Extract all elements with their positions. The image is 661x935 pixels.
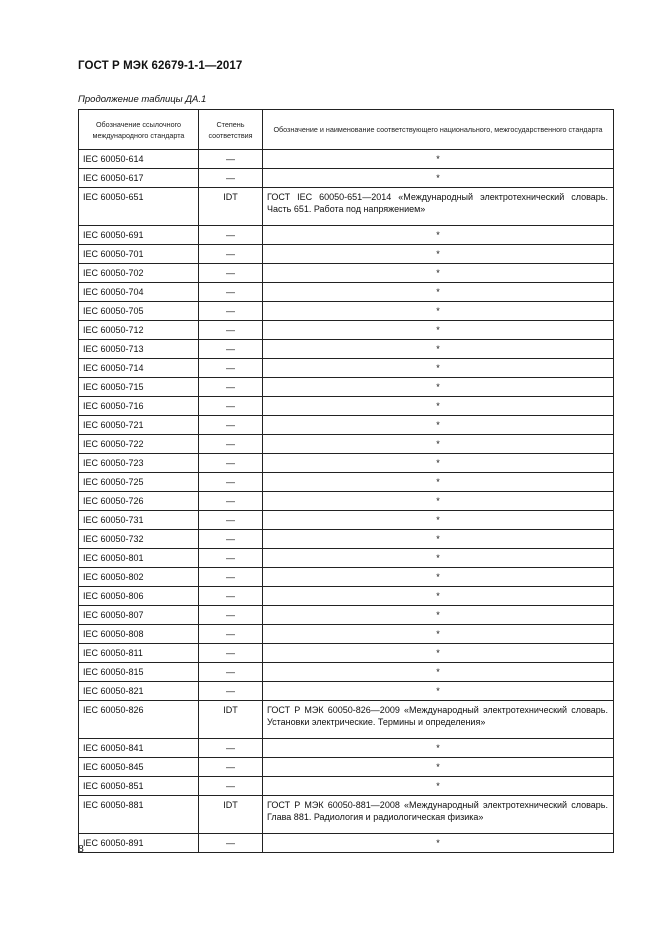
table-row xyxy=(79,188,614,226)
cell-reference-standard: IEC 60050-811 xyxy=(79,644,199,663)
cell-reference-standard: IEC 60050-712 xyxy=(79,321,199,340)
cell-national-standard: * xyxy=(263,454,614,473)
cell-compliance-degree: — xyxy=(199,739,263,758)
cell-compliance-degree: — xyxy=(199,473,263,492)
cell-reference-standard: IEC 60050-821 xyxy=(79,682,199,701)
cell-national-standard: * xyxy=(263,473,614,492)
cell-reference-standard: IEC 60050-701 xyxy=(79,245,199,264)
cell-compliance-degree: — xyxy=(199,359,263,378)
cell-reference-standard: IEC 60050-725 xyxy=(79,473,199,492)
page-number: 8 xyxy=(78,843,84,855)
cell-reference-standard: IEC 60050-723 xyxy=(79,454,199,473)
table-row xyxy=(79,169,614,188)
table-row xyxy=(79,454,614,473)
cell-compliance-degree: — xyxy=(199,568,263,587)
table-row xyxy=(79,416,614,435)
cell-compliance-degree: — xyxy=(199,625,263,644)
table-header-row xyxy=(79,110,614,150)
table-row xyxy=(79,682,614,701)
cell-compliance-degree: — xyxy=(199,777,263,796)
cell-compliance-degree: — xyxy=(199,758,263,777)
cell-reference-standard: IEC 60050-845 xyxy=(79,758,199,777)
table-row xyxy=(79,530,614,549)
cell-national-standard: * xyxy=(263,226,614,245)
cell-reference-standard: IEC 60050-714 xyxy=(79,359,199,378)
table-row xyxy=(79,283,614,302)
table-row xyxy=(79,796,614,834)
table-row xyxy=(79,758,614,777)
cell-reference-standard: IEC 60050-713 xyxy=(79,340,199,359)
cell-compliance-degree: — xyxy=(199,169,263,188)
cell-reference-standard: IEC 60050-704 xyxy=(79,283,199,302)
table-row xyxy=(79,568,614,587)
cell-national-standard: * xyxy=(263,397,614,416)
header-national-standard: Обозначение и наименование соответствующего национального, межгосударственного стандарта xyxy=(263,110,614,150)
table-row xyxy=(79,701,614,739)
cell-national-standard: * xyxy=(263,511,614,530)
cell-national-standard: ГОСТ Р МЭК 60050-826—2009 «Международный электротехнический словарь. Установки электрические. Термины и определения» xyxy=(263,701,614,739)
cell-compliance-degree: — xyxy=(199,606,263,625)
cell-compliance-degree: — xyxy=(199,416,263,435)
table-row xyxy=(79,340,614,359)
cell-reference-standard: IEC 60050-691 xyxy=(79,226,199,245)
cell-compliance-degree: — xyxy=(199,454,263,473)
cell-compliance-degree: — xyxy=(199,226,263,245)
cell-reference-standard: IEC 60050-722 xyxy=(79,435,199,454)
cell-reference-standard: IEC 60050-851 xyxy=(79,777,199,796)
table-row xyxy=(79,264,614,283)
cell-compliance-degree: — xyxy=(199,587,263,606)
table-row xyxy=(79,587,614,606)
cell-national-standard: * xyxy=(263,625,614,644)
cell-national-standard: * xyxy=(263,359,614,378)
cell-compliance-degree: — xyxy=(199,283,263,302)
cell-reference-standard: IEC 60050-731 xyxy=(79,511,199,530)
cell-national-standard: * xyxy=(263,663,614,682)
table-row xyxy=(79,492,614,511)
table-row xyxy=(79,644,614,663)
cell-compliance-degree: — xyxy=(199,340,263,359)
cell-national-standard: * xyxy=(263,606,614,625)
cell-reference-standard: IEC 60050-702 xyxy=(79,264,199,283)
table-row xyxy=(79,359,614,378)
table-row xyxy=(79,302,614,321)
table-row xyxy=(79,397,614,416)
cell-reference-standard: IEC 60050-721 xyxy=(79,416,199,435)
cell-reference-standard: IEC 60050-614 xyxy=(79,150,199,169)
cell-national-standard: ГОСТ Р МЭК 60050-881—2008 «Международный электротехнический словарь. Глава 881. Радиология и радиологическая физика» xyxy=(263,796,614,834)
cell-compliance-degree: — xyxy=(199,245,263,264)
cell-reference-standard: IEC 60050-807 xyxy=(79,606,199,625)
cell-compliance-degree: — xyxy=(199,264,263,283)
cell-compliance-degree: — xyxy=(199,302,263,321)
table-row xyxy=(79,834,614,853)
table-row xyxy=(79,473,614,492)
cell-reference-standard: IEC 60050-891 xyxy=(79,834,199,853)
cell-reference-standard: IEC 60050-881 xyxy=(79,796,199,834)
cell-compliance-degree: IDT xyxy=(199,188,263,226)
cell-national-standard: * xyxy=(263,682,614,701)
table-row xyxy=(79,549,614,568)
standards-table xyxy=(78,109,614,853)
table-row xyxy=(79,150,614,169)
cell-national-standard: ГОСТ IEC 60050-651—2014 «Международный электротехнический словарь. Часть 651. Работа под напряжением» xyxy=(263,188,614,226)
table-row xyxy=(79,321,614,340)
cell-national-standard: * xyxy=(263,302,614,321)
cell-national-standard: * xyxy=(263,150,614,169)
header-reference-standard: Обозначение ссылочного международного стандарта xyxy=(79,110,199,150)
cell-compliance-degree: — xyxy=(199,644,263,663)
table-caption: Продолжение таблицы ДА.1 xyxy=(78,94,207,105)
cell-national-standard: * xyxy=(263,568,614,587)
cell-national-standard: * xyxy=(263,739,614,758)
cell-national-standard: * xyxy=(263,245,614,264)
cell-compliance-degree: — xyxy=(199,549,263,568)
cell-compliance-degree: — xyxy=(199,150,263,169)
cell-national-standard: * xyxy=(263,549,614,568)
cell-national-standard: * xyxy=(263,340,614,359)
cell-national-standard: * xyxy=(263,587,614,606)
cell-national-standard: * xyxy=(263,492,614,511)
cell-reference-standard: IEC 60050-716 xyxy=(79,397,199,416)
cell-compliance-degree: — xyxy=(199,834,263,853)
table-row xyxy=(79,378,614,397)
cell-compliance-degree: — xyxy=(199,435,263,454)
cell-compliance-degree: — xyxy=(199,663,263,682)
cell-national-standard: * xyxy=(263,321,614,340)
cell-national-standard: * xyxy=(263,264,614,283)
table-body xyxy=(79,150,614,853)
cell-reference-standard: IEC 60050-715 xyxy=(79,378,199,397)
cell-compliance-degree: — xyxy=(199,378,263,397)
header-compliance-degree: Степень соответствия xyxy=(199,110,263,150)
cell-compliance-degree: — xyxy=(199,397,263,416)
cell-national-standard: * xyxy=(263,834,614,853)
document-title: ГОСТ Р МЭК 62679-1-1—2017 xyxy=(78,60,243,72)
table-row xyxy=(79,625,614,644)
cell-reference-standard: IEC 60050-617 xyxy=(79,169,199,188)
cell-compliance-degree: IDT xyxy=(199,796,263,834)
cell-national-standard: * xyxy=(263,530,614,549)
cell-reference-standard: IEC 60050-726 xyxy=(79,492,199,511)
cell-compliance-degree: — xyxy=(199,321,263,340)
cell-national-standard: * xyxy=(263,169,614,188)
cell-reference-standard: IEC 60050-732 xyxy=(79,530,199,549)
cell-national-standard: * xyxy=(263,283,614,302)
cell-compliance-degree: — xyxy=(199,511,263,530)
cell-national-standard: * xyxy=(263,378,614,397)
table-row xyxy=(79,245,614,264)
cell-reference-standard: IEC 60050-806 xyxy=(79,587,199,606)
cell-national-standard: * xyxy=(263,416,614,435)
table-row xyxy=(79,777,614,796)
cell-national-standard: * xyxy=(263,435,614,454)
cell-reference-standard: IEC 60050-815 xyxy=(79,663,199,682)
cell-reference-standard: IEC 60050-808 xyxy=(79,625,199,644)
cell-national-standard: * xyxy=(263,777,614,796)
cell-reference-standard: IEC 60050-705 xyxy=(79,302,199,321)
cell-national-standard: * xyxy=(263,644,614,663)
table-row xyxy=(79,511,614,530)
cell-compliance-degree: — xyxy=(199,492,263,511)
cell-reference-standard: IEC 60050-801 xyxy=(79,549,199,568)
cell-reference-standard: IEC 60050-651 xyxy=(79,188,199,226)
table-row xyxy=(79,606,614,625)
cell-compliance-degree: — xyxy=(199,682,263,701)
cell-national-standard: * xyxy=(263,758,614,777)
table-row xyxy=(79,435,614,454)
cell-compliance-degree: IDT xyxy=(199,701,263,739)
table-row xyxy=(79,226,614,245)
cell-reference-standard: IEC 60050-802 xyxy=(79,568,199,587)
cell-reference-standard: IEC 60050-826 xyxy=(79,701,199,739)
table-row xyxy=(79,663,614,682)
cell-compliance-degree: — xyxy=(199,530,263,549)
cell-reference-standard: IEC 60050-841 xyxy=(79,739,199,758)
table-row xyxy=(79,739,614,758)
